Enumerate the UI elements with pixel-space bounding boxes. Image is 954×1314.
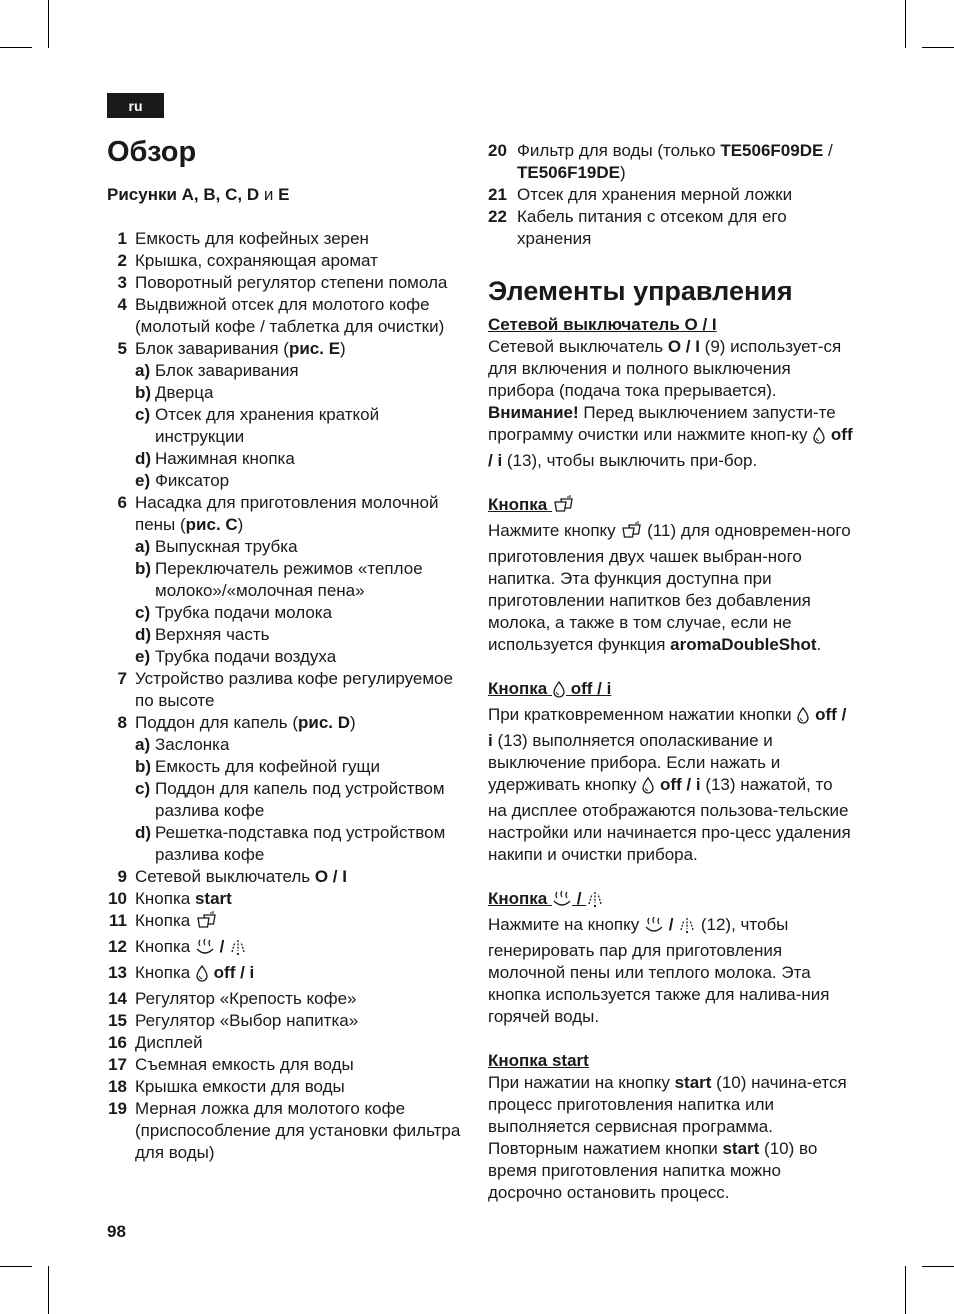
crop-mark (922, 1266, 954, 1267)
list-item (107, 866, 462, 888)
hot-water-icon (678, 916, 696, 940)
rinse-icon (812, 426, 826, 450)
item-number: 20 (488, 141, 507, 160)
start-button-section (488, 1050, 853, 1204)
item-number: 19 (108, 1099, 127, 1118)
controls-title: Элементы управления (488, 276, 793, 306)
part-row (107, 962, 462, 988)
item-bold: TE506F09DE (720, 141, 824, 160)
double-cup-icon (620, 520, 642, 546)
item-bold: / (214, 937, 230, 956)
item-text: Регулятор «Крепость кофе» (135, 989, 357, 1008)
sub-item-letter: b) (135, 383, 152, 402)
hot-water-icon (586, 890, 604, 914)
item-text: Насадка для приготовления молочной пены (рис. C) (135, 493, 439, 534)
crop-mark (0, 47, 32, 48)
sub-item-text: Трубка подачи молока (155, 603, 333, 622)
list-item (488, 140, 853, 184)
rinse-icon (552, 680, 566, 704)
rinse-icon-icon (195, 964, 209, 988)
sub-item-text: Поддон для капель под устройством разлива кофе (155, 779, 445, 820)
double-cup-text: Нажмите кнопку (11) для одновремен-ного приготовления двух чашек выбран-ного напитка. Эта функция доступна при приготовлении напитков без добавления молока, а также в том случае, если не используется функция aromaDoubleShot. (488, 521, 851, 654)
item-number: 17 (108, 1055, 127, 1074)
crop-mark (48, 1266, 49, 1314)
list-item (107, 294, 462, 338)
list-item (107, 962, 462, 988)
item-number: 14 (108, 989, 127, 1008)
sub-item (135, 360, 462, 382)
item-number: 16 (108, 1033, 127, 1052)
sub-item-letter: a) (135, 735, 151, 754)
item-number: 22 (488, 207, 507, 226)
parts-list-continued (488, 140, 853, 250)
crop-mark (922, 47, 954, 48)
list-item (107, 1098, 462, 1164)
crop-mark (0, 1266, 32, 1267)
item-text: Сетевой выключатель O / I (135, 867, 347, 886)
part-row (107, 250, 462, 272)
item-bold: TE506F19DE (517, 163, 620, 182)
item-number: 3 (117, 273, 127, 292)
sub-item (135, 536, 462, 558)
item-number: 6 (117, 493, 127, 512)
double-cup-section (488, 494, 853, 656)
item-number: 1 (117, 229, 127, 248)
list-item (107, 988, 462, 1010)
item-text: Поддон для капель (рис. D) (135, 713, 356, 732)
item-text: Фильтр для воды (только TE506F09DE / TE506F19DE) (517, 141, 833, 182)
item-text: Кнопка off / i (135, 962, 462, 988)
sub-item-text: Дверца (155, 383, 214, 402)
list-item (107, 272, 462, 294)
item-text: Съемная емкость для воды (135, 1055, 354, 1074)
item-bold: рис. C (185, 515, 238, 534)
controls-column (488, 140, 853, 1226)
part-row (107, 228, 462, 250)
power-switch-section (488, 314, 853, 472)
crop-mark (905, 0, 906, 48)
sub-item-text: Верхняя часть (155, 625, 270, 644)
item-text: Крышка емкости для воды (135, 1077, 345, 1096)
sub-item-text: Блок заваривания (155, 361, 299, 380)
part-row (107, 1076, 462, 1098)
list-item (107, 910, 462, 936)
item-bold: start (194, 889, 232, 908)
sub-item-text: Заслонка (155, 735, 230, 754)
off-button-text: При кратковременном нажатии кнопки off / i (13) выполняется ополаскивание и выключение прибора. Если нажать и удерживать кнопку off / i (13) нажатой, то на дисплее отображаются пользова-тельские настройки или начинается про-цесс удаления накипи и очистки прибора. (488, 705, 851, 864)
list-item (107, 1054, 462, 1076)
sub-item-text: Решетка-подставка под устройством разлива кофе (155, 823, 446, 864)
item-text: Емкость для кофейных зерен (135, 229, 369, 248)
double-cup-icon-icon (195, 910, 217, 936)
item-number: 2 (117, 251, 127, 270)
sub-item-letter: d) (135, 823, 152, 842)
sub-item-text: Нажимная кнопка (155, 449, 295, 468)
part-row (107, 492, 462, 536)
crop-mark (48, 0, 49, 48)
language-tab: ru (107, 93, 164, 118)
list-item (107, 250, 462, 272)
item-number: 11 (109, 911, 127, 930)
list-item (488, 206, 853, 250)
sub-item-letter: b) (135, 757, 152, 776)
sub-item (135, 448, 462, 470)
item-number: 5 (117, 339, 127, 358)
sub-item-letter: a) (135, 537, 151, 556)
sub-item (135, 778, 462, 822)
sub-item-text: Фиксатор (155, 471, 230, 490)
part-row (488, 184, 853, 206)
item-text: Кабель питания с отсеком для его хранения (517, 207, 787, 248)
list-item (107, 338, 462, 492)
sub-item (135, 822, 462, 866)
sub-item-letter: e) (135, 647, 151, 666)
crop-mark (905, 1266, 906, 1314)
overview-title: Обзор (107, 136, 197, 168)
sub-item-text: Отсек для хранения краткой инструкции (155, 405, 380, 446)
sub-item (135, 756, 462, 778)
off-button-section (488, 678, 853, 866)
item-bold: рис. D (298, 713, 351, 732)
sub-item (135, 602, 462, 624)
list-item (107, 888, 462, 910)
list-item (107, 712, 462, 866)
steam-button-text: Нажмите на кнопку / (12), чтобы генерировать пар для приготовления молочной пены или теплого молока. Эта кнопка используется также для налива-ния горячей воды. (488, 915, 830, 1026)
item-number: 15 (108, 1011, 127, 1030)
part-row (107, 338, 462, 360)
start-button-text: При нажатии на кнопку start (10) начина-ется процесс приготовления напитка или выполняется сервисная программа. Повторным нажатием кнопки start (10) во время приготовления напитка можно досрочно остановить процесс. (488, 1073, 847, 1202)
off-button-heading: Кнопка off / i (488, 678, 853, 704)
page-number: 98 (107, 1222, 126, 1241)
list-item (107, 1032, 462, 1054)
sub-item-text: Переключатель режимов «теплое молоко»/«молочная пена» (155, 559, 423, 600)
item-number: 21 (488, 185, 507, 204)
part-row (107, 866, 462, 888)
list-item (488, 184, 853, 206)
part-row (107, 888, 462, 910)
sub-item (135, 404, 462, 448)
sub-item (135, 624, 462, 646)
parts-list (107, 228, 462, 1164)
item-text: Кнопка start (135, 889, 232, 908)
item-text: Отсек для хранения мерной ложки (517, 185, 793, 204)
sub-item (135, 470, 462, 492)
steam-button-heading: Кнопка / (488, 888, 853, 914)
sub-item-letter: c) (135, 603, 151, 622)
item-number: 8 (117, 713, 127, 732)
item-text: Кнопка (135, 910, 462, 936)
sub-item-text: Трубка подачи воздуха (155, 647, 337, 666)
item-number: 12 (108, 937, 127, 956)
sub-item-letter: c) (135, 779, 151, 798)
item-bold: off / i (208, 963, 255, 982)
item-text: Мерная ложка для молотого кофе (приспособление для установки фильтра для воды) (135, 1099, 461, 1162)
item-text: Устройство разлива кофе регулируемое по высоте (135, 669, 453, 710)
item-number: 4 (117, 295, 127, 314)
rinse-icon (796, 706, 810, 730)
part-row (107, 668, 462, 712)
double-cup-icon (552, 494, 574, 520)
item-text: Блок заваривания (рис. E) (135, 339, 346, 358)
part-row (107, 910, 462, 936)
part-row (107, 294, 462, 338)
list-item (107, 1010, 462, 1032)
item-text: Кнопка / (135, 936, 462, 962)
list-item (107, 228, 462, 250)
part-row (107, 1054, 462, 1076)
part-row (107, 272, 462, 294)
sub-item-text: Выпускная трубка (155, 537, 298, 556)
hot-water-icon-icon (229, 938, 247, 962)
list-item (107, 668, 462, 712)
part-row (488, 206, 853, 250)
list-item (107, 1076, 462, 1098)
sub-item-letter: a) (135, 361, 151, 380)
part-row (107, 1010, 462, 1032)
part-row (107, 1032, 462, 1054)
power-switch-heading: Сетевой выключатель O / I (488, 315, 717, 334)
figures-subheading: Рисунки A, B, C, D и E (107, 185, 290, 204)
part-row (107, 1098, 462, 1164)
item-bold: рис. E (288, 339, 341, 358)
part-row (107, 936, 462, 962)
sub-item (135, 382, 462, 404)
power-switch-text: Сетевой выключатель O / I (9) использует-ся для включения и полного выключения прибора (подача тока прерывается). Внимание! Перед выключением запусти-те программу очистки или нажмите кноп-ку off / i (13), чтобы выключить при-бор. (488, 337, 853, 470)
item-bold: O / I (314, 867, 347, 886)
item-text: Дисплей (135, 1033, 203, 1052)
part-row (107, 712, 462, 734)
steam-icon-icon (195, 938, 215, 962)
item-text: Регулятор «Выбор напитка» (135, 1011, 359, 1030)
item-text: Крышка, сохраняющая аромат (135, 251, 378, 270)
sub-item (135, 734, 462, 756)
item-number: 9 (117, 867, 127, 886)
part-row (488, 140, 853, 184)
item-text: Выдвижной отсек для молотого кофе (молотый кофе / таблетка для очистки) (135, 295, 445, 336)
rinse-icon (641, 776, 655, 800)
sub-item-letter: b) (135, 559, 152, 578)
steam-button-section (488, 888, 853, 1028)
sub-item-letter: d) (135, 449, 152, 468)
double-cup-heading: Кнопка (488, 494, 853, 520)
list-item (107, 492, 462, 668)
sub-item (135, 558, 462, 602)
part-row (107, 988, 462, 1010)
overview-column (107, 134, 462, 1164)
sub-item-letter: d) (135, 625, 152, 644)
sub-item-text: Емкость для кофейной гущи (155, 757, 381, 776)
steam-icon (552, 890, 572, 914)
item-number: 10 (108, 889, 127, 908)
item-number: 13 (108, 963, 127, 982)
sub-item (135, 646, 462, 668)
steam-icon (644, 916, 664, 940)
start-button-heading: Кнопка start (488, 1051, 589, 1070)
item-number: 7 (117, 669, 127, 688)
list-item (107, 936, 462, 962)
item-number: 18 (108, 1077, 127, 1096)
item-text: Поворотный регулятор степени помола (135, 273, 448, 292)
sub-item-letter: e) (135, 471, 151, 490)
sub-item-letter: c) (135, 405, 151, 424)
